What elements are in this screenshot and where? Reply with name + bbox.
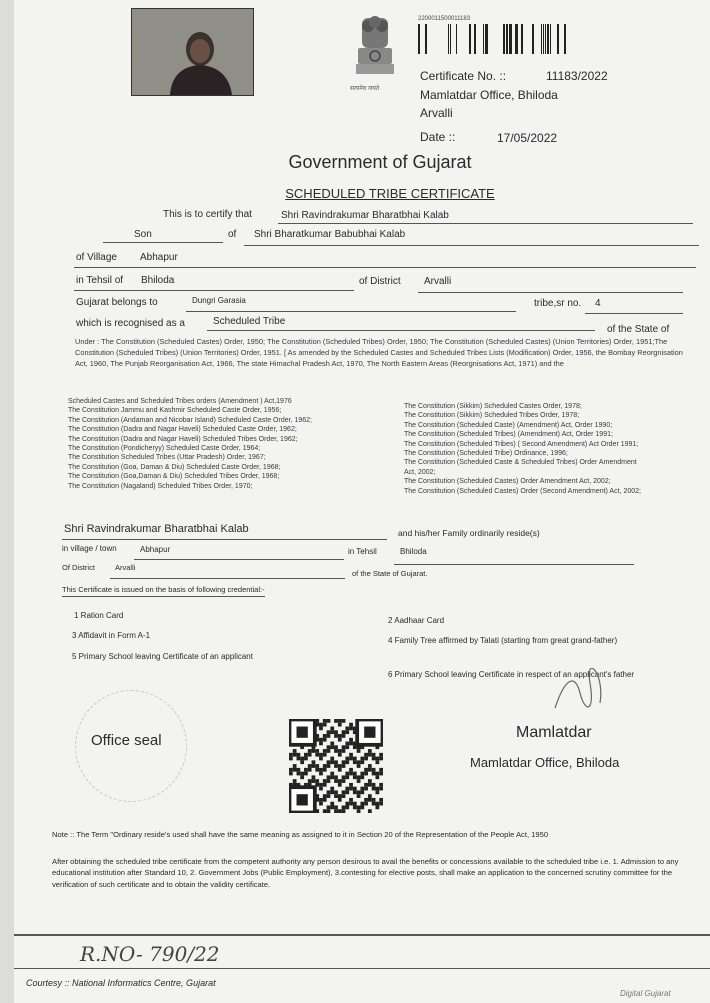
state-of-label: of the State of — [607, 324, 670, 335]
credentials-heading: This Certificate is issued on the basis of following credential:- — [62, 585, 265, 597]
holder-name: Shri Ravindrakumar Bharatbhai Kalab — [281, 210, 449, 221]
res-village-label: in village / town — [62, 544, 117, 553]
signature-scribble — [550, 668, 610, 723]
res-district: Arvalli — [115, 563, 136, 572]
order-right-item: The Constitution (Scheduled Castes) Order Amendment Act, 2002; — [404, 478, 611, 486]
order-right-item: The Constitution (Scheduled Caste & Scheduled Tribes) Order Amendment — [404, 459, 637, 467]
order-right-item: The Constitution (Scheduled Castes) Order (Second Amendment) Act, 2002; — [404, 487, 641, 495]
order-right-item: The Constitution (Sikkim) Scheduled Tribes Order, 1978; — [404, 412, 580, 420]
resident-name: Shri Ravindrakumar Bharatbhai Kalab — [64, 523, 249, 535]
father-name: Shri Bharatkumar Babubhai Kalab — [254, 229, 406, 240]
state-emblem-icon — [348, 14, 402, 92]
order-right-item: The Constitution (Scheduled Caste) (Amendment) Act, Order 1990; — [404, 421, 613, 429]
office-seal-text: Office seal — [91, 732, 162, 749]
header-district: Arvalli — [420, 106, 453, 120]
of-label: of — [228, 229, 237, 240]
recognised-label: which is recognised as a — [76, 318, 185, 329]
barcode — [418, 24, 568, 54]
handwritten-reg-no: R.NO- 790/22 — [80, 942, 220, 966]
mamlatdar-office: Mamlatdar Office, Bhiloda — [470, 755, 620, 770]
certificate-no-label: Certificate No. :: — [420, 69, 507, 83]
order-left-item: The Constitution (Andaman and Nicobar Island) Scheduled Caste Order, 1962; — [68, 416, 312, 424]
courtesy: Courtesy :: National Informatics Centre, Gujarat — [26, 978, 216, 988]
certificate-no: 11183/2022 — [546, 69, 608, 83]
order-left-item: The Constitution (Pondicheryy) Scheduled Caste Order, 1964; — [68, 445, 261, 453]
tribe-name: Dungri Garasia — [192, 296, 246, 305]
order-left-item: The Constitution (Nagaland) Scheduled Tribes Order, 1970; — [68, 482, 253, 490]
digital-gujarat: Digital Gujarat — [620, 989, 671, 998]
recognised-as: Scheduled Tribe — [213, 316, 286, 327]
district-label: of District — [359, 276, 401, 287]
certify-label: This is to certify that — [163, 209, 252, 220]
res-state: of the State of Gujarat. — [352, 569, 428, 578]
emblem-caption: सत्यमेव जयते — [350, 86, 380, 92]
order-right-item: The Constitution (Scheduled Tribes) (Amendment) Act, Order 1991; — [404, 431, 613, 439]
order-right-item: The Constitution (Scheduled Tribe) Ordinance, 1996; — [404, 450, 568, 458]
issue-date: 17/05/2022 — [497, 131, 558, 145]
belongs-label: Gujarat belongs to — [76, 297, 158, 308]
order-left-item: Scheduled Castes and Scheduled Tribes orders (Amendment ) Act,1976 — [68, 398, 292, 405]
date-label: Date :: — [420, 130, 456, 144]
res-tehsil: Bhiloda — [400, 547, 427, 556]
tribe-sr-no: 4 — [595, 298, 601, 309]
credential-item-1: 1 Ration Card — [74, 611, 124, 620]
certificate-title: SCHEDULED TRIBE CERTIFICATE — [285, 186, 495, 201]
government-title: Government of Gujarat — [288, 152, 472, 172]
family-label: and his/her Family ordinarily reside(s) — [398, 528, 540, 538]
tribe-sr-label: tribe,sr no. — [534, 298, 582, 309]
orders-left-list — [68, 397, 398, 491]
order-right-item: The Constitution (Scheduled Tribes) ( Second Amendment) Act Order 1991; — [404, 440, 639, 448]
orders-right-list — [404, 402, 704, 496]
order-left-item: The Constitution Scheduled Tribes (Uttar Pradesh) Order, 1967; — [68, 454, 266, 462]
after-text: After obtaining the scheduled tribe certificate from the competent authority any person desirous to avail the benefits or concessions available to the scheduled tribe i.e. 1. Admission to any educational institution after Standard 10, 2. Government Jobs (Public Employment), 3.contesting for elective posts, shall make an application to the concerned scrutiny committee for the verification of such certificate and to obtain the validity certificate. — [52, 857, 679, 889]
district-value: Arvalli — [424, 276, 452, 287]
applicant-photo — [131, 8, 254, 96]
credential-item-4: 4 Family Tree affirmed by Talati (starting from great grand-father) — [388, 636, 618, 645]
tehsil-value: Bhiloda — [141, 275, 175, 286]
order-right-item: Act, 2002; — [404, 468, 436, 476]
header-office: Mamlatdar Office, Bhiloda — [420, 88, 558, 102]
order-right-item: The Constitution (Sikkim) Scheduled Castes Order, 1978; — [404, 403, 582, 410]
under-text: Under : The Constitution (Scheduled Castes) Order, 1950; The Constitution (Scheduled Tribes) Order, 1950; The Constitution (Scheduled Castes) (Union Territories) Order, 1951;The Constitution (Scheduled Tribes) (Union Territories) Order, 1951. [ As amended by the Scheduled Castes and Scheduled Tribes Lists (Modification) Order, 1956, the Bombay Reorgnisation Act, 1960, The Punjab Reorganisation Act, 1966, The state Himachal Pradesh Act, 1970, The North Eastern Areas (Reorgnisations Act, 1971) and the — [75, 337, 683, 368]
barcode-number: 2200011500011183 — [418, 16, 471, 22]
order-left-item: The Constitution (Dadra and Nagar Haveli) Scheduled Tribes Order, 1962; — [68, 435, 298, 443]
credential-item-6: 6 Primary School leaving Certificate in respect of an applicant's father — [388, 670, 635, 679]
res-tehsil-label: in Tehsil — [348, 547, 377, 556]
res-village: Abhapur — [140, 545, 171, 554]
village-value: Abhapur — [140, 252, 178, 263]
qr-code — [289, 719, 383, 813]
note-text: Note :: The Term "Ordinary reside's used shall have the same meaning as assigned to it in Section 20 of the Representation of the People Act, 1950 — [52, 830, 549, 839]
order-left-item: The Constitution (Dadra and Nagar Haveli) Scheduled Caste Order, 1962; — [68, 426, 297, 434]
tehsil-label: in Tehsil of — [76, 275, 124, 286]
village-label: of Village — [76, 252, 117, 263]
order-left-item: The Constitution (Goa,Daman & Diu) Scheduled Tribes Order, 1968; — [68, 473, 280, 481]
order-left-item: The Constitution (Goa, Daman & Diu) Scheduled Caste Order, 1968; — [68, 463, 281, 471]
certificate-page — [14, 0, 710, 1003]
credential-item-3: 3 Affidavit in Form A-1 — [72, 631, 151, 640]
relation: Son — [134, 229, 152, 240]
order-left-item: The Constitution Jammu and Kashmir Scheduled Caste Order, 1956; — [68, 407, 282, 415]
res-district-label: Of District — [62, 563, 95, 572]
credential-item-5: 5 Primary School leaving Certificate of an applicant — [72, 652, 253, 661]
mamlatdar-designation: Mamlatdar — [516, 724, 592, 741]
credential-item-2: 2 Aadhaar Card — [388, 616, 445, 625]
